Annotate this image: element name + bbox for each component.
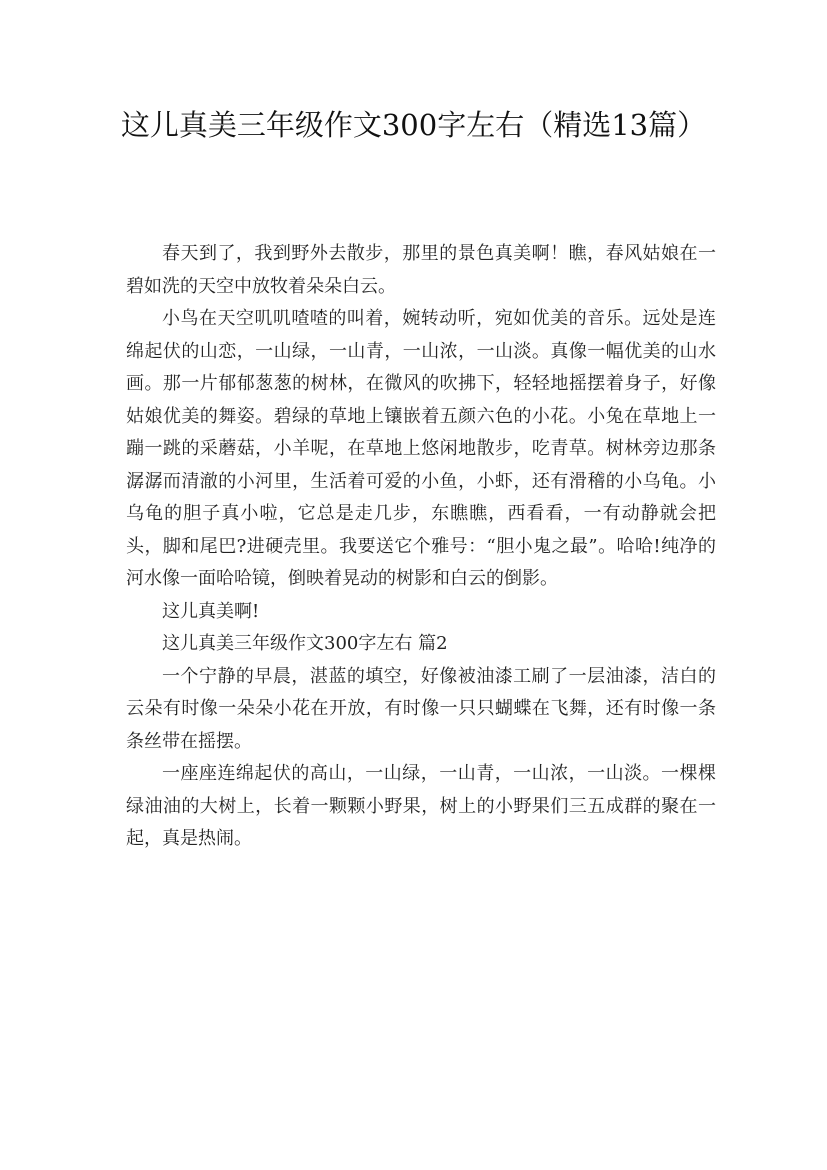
paragraph: 这儿真美啊! [162, 600, 260, 622]
paragraph: 一个宁静的早晨，湛蓝的填空，好像被油漆工刷了一层油漆，洁白的云朵有时像一朵朵小花在开放，有时像一只只蝴蝶在飞舞，还有时像一条条丝带在摇摆。 [126, 665, 716, 752]
paragraph: 一座座连绵起伏的高山，一山绿，一山青，一山浓，一山淡。一棵棵绿油油的大树上，长着一颗颗小野果，树上的小野果们三五成群的聚在一起，真是热闹。 [126, 763, 716, 849]
section-heading: 这儿真美三年级作文300字左右 篇2 [162, 633, 448, 654]
paragraph: 小鸟在天空叽叽喳喳的叫着，婉转动听，宛如优美的音乐。远处是连绵起伏的山恋，一山绿，一山青，一山浓，一山淡。真像一幅优美的山水画。那一片郁郁葱葱的树林，在微风的吹拂下，轻轻地摇摆着身子，好像姑娘优美的舞姿。碧绿的草地上镶嵌着五颜六色的小花。小兔在草地上一蹦一跳的采蘑菇，小羊呢，在草地上悠闲地散步，吃青草。树林旁边那条潺潺而清澈的小河里，生活着可爱的小鱼，小虾，还有滑稽的小乌龟。小乌龟的胆子真小啦，它总是走几步，东瞧瞧，西看看，一有动静就会把头，脚和尾巴?进硬壳里。我要送它个雅号：“胆小鬼之最”。哈哈!纯净的河水像一面哈哈镜，倒映着晃动的树影和白云的倒影。 [126, 308, 716, 589]
paragraph: 春天到了，我到野外去散步，那里的景色真美啊！瞧，春风姑娘在一碧如洗的天空中放牧着朵朵白云。 [126, 243, 716, 297]
document-title: 这儿真美三年级作文300字左右（精选13篇） [120, 108, 707, 142]
document-body [126, 238, 716, 856]
